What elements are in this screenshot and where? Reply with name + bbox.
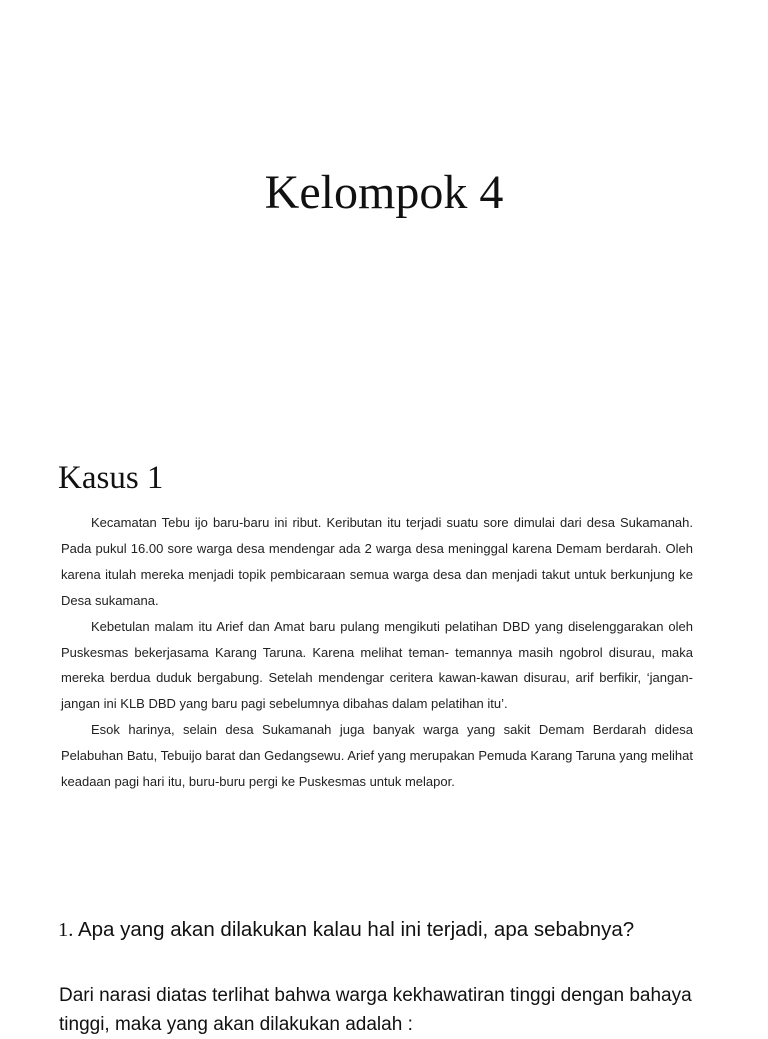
answer-text: Dari narasi diatas terlihat bahwa warga kekhawatiran tinggi dengan bahaya tinggi, maka yang akan dilakukan adalah :: [59, 985, 692, 1035]
question-1: [58, 914, 634, 946]
paragraph-3: Esok harinya, selain desa Sukamanah juga banyak warga yang sakit Demam Berdarah didesa Pelabuhan Batu, Tebuijo barat dan Gedangsewu. Arief yang merupakan Pemuda Karang Taruna yang melihat keadaan pagi hari itu, buru-buru pergi ke Puskesmas untuk melapor.: [61, 722, 693, 790]
case-heading: Kasus 1: [58, 460, 164, 496]
case-narrative: [61, 510, 693, 795]
paragraph-1: Kecamatan Tebu ijo baru-baru ini ribut. Keributan itu terjadi suatu sore dimulai dari desa Sukamanah. Pada pukul 16.00 sore warga desa mendengar ada 2 warga desa meninggal karena Demam berdarah. Oleh karena itulah mereka menjadi topik pembicaraan semua warga desa dan menjadi takut untuk berkunjung ke Desa sukamana.: [61, 515, 693, 608]
document-title: Kelompok 4: [264, 166, 504, 219]
paragraph-2: Kebetulan malam itu Arief dan Amat baru pulang mengikuti pelatihan DBD yang diselenggarakan oleh Puskesmas bekerjasama Karang Taruna. Karena melihat teman- temannya masih ngobrol disurau, maka mereka berdua duduk bergabung. Setelah mendengar ceritera kawan-kawan disurau, arif berfikir, ‘jangan-jangan ini KLB DBD yang baru pagi sebelumnya dibahas dalam pelatihan itu’.: [61, 618, 693, 712]
question-text: Apa yang akan dilakukan kalau hal ini terjadi, apa sebabnya?: [77, 918, 635, 941]
question-number: 1.: [58, 919, 74, 941]
